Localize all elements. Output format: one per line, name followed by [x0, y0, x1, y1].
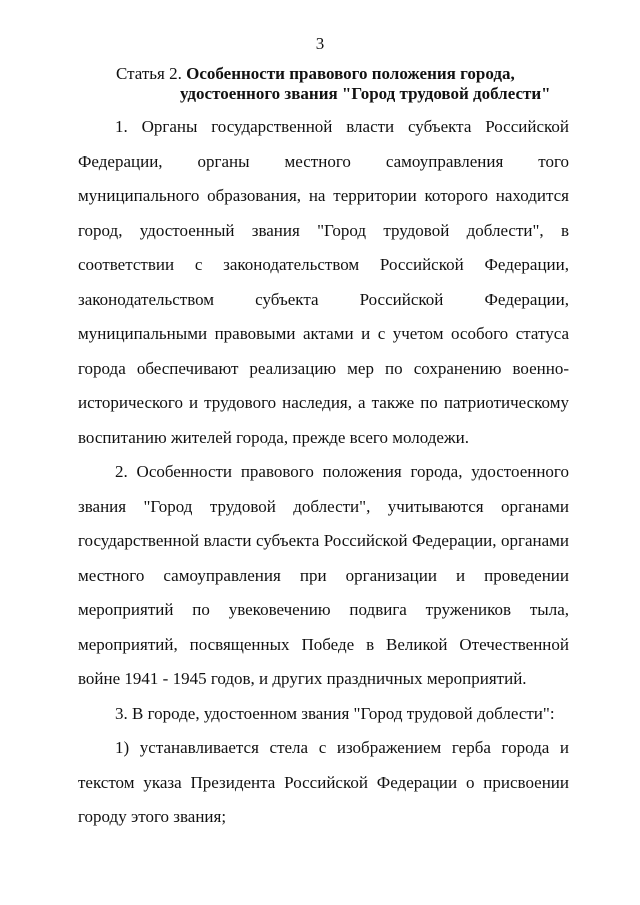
paragraph-2: 2. Особенности правового положения города, удостоенного звания "Город трудовой доблести", учитываются органами государственной власти субъекта Российской Федерации, органами местного самоуправления при организации и проведении мероприятий по увековечению подвига тружеников тыла, мероприятий, посвященных Победе в Великой Отечественной войне 1941 - 1945 годов, и других праздничных мероприятий. — [78, 462, 569, 688]
paragraph-1: 1. Органы государственной власти субъекта Российской Федерации, органы местного самоуправления того муниципального образования, на территории которого находится город, удостоенный звания "Город трудовой доблести", в соответствии с законодательством Российской Федерации, законодательством субъекта Российской Федерации, муниципальными правовыми актами и с учетом особого статуса города обеспечивают реализацию мер по сохранению военно-исторического и трудового наследия, а также по патриотическому воспитанию жителей города, прежде всего молодежи. — [78, 117, 569, 447]
article-body — [78, 110, 569, 835]
article-title-line1: Особенности правового положения города, — [186, 64, 515, 83]
article-prefix: Статья 2. — [116, 64, 187, 83]
article-title-line2: удостоенного звания "Город трудовой доблести" — [180, 84, 551, 103]
article-heading — [116, 64, 586, 104]
page-number: 3 — [315, 34, 325, 53]
paragraph-3-item-1: 1) устанавливается стела с изображением герба города и текстом указа Президента Российской Федерации о присвоении городу этого звания; — [78, 738, 569, 826]
article-heading-line1 — [116, 64, 586, 84]
paragraph-3: 3. В городе, удостоенном звания "Город трудовой доблести": — [115, 703, 555, 723]
